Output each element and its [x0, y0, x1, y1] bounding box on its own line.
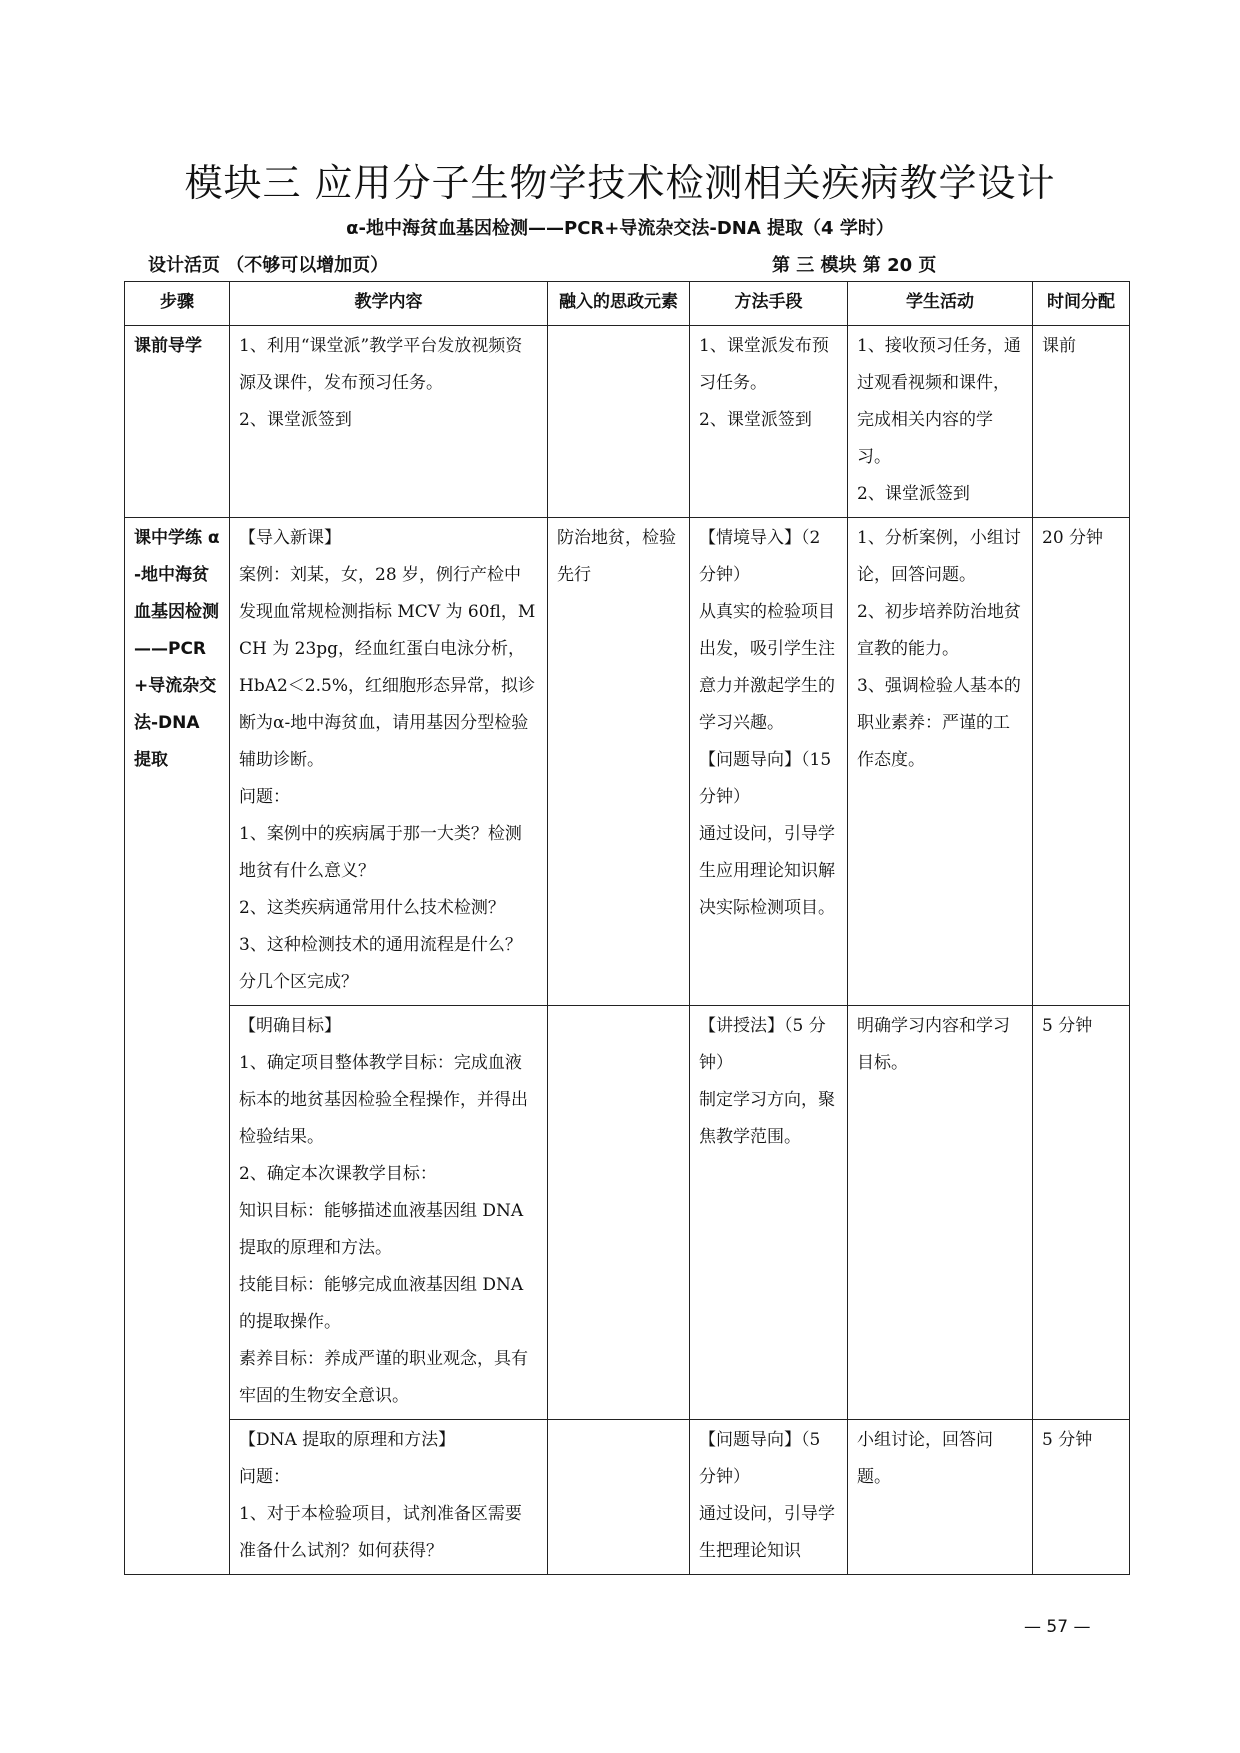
time-cell: 5 分钟: [1033, 1006, 1130, 1420]
method-line: 2、课堂派签到: [699, 410, 812, 430]
method-line: 通过设问，引导学生应用理论知识解决实际检测项目。: [699, 824, 835, 918]
content-line: 案例：刘某，女，28 岁，例行产检中发现血常规检测指标 MCV 为 60fl，MCH 为 23pg，经血红蛋白电泳分析，HbA2＜2.5%，红细胞形态异常，拟诊断为α-地中海贫血，请用基因分型检验辅助诊断。: [239, 565, 536, 770]
ideology-cell: [548, 326, 690, 518]
time-cell: 5 分钟: [1033, 1420, 1130, 1575]
content-line: 2、这类疾病通常用什么技术检测？: [239, 898, 505, 918]
method-line: 1、课堂派发布预习任务。: [699, 336, 829, 393]
table-row: [125, 326, 1130, 518]
activity-line: 2、初步培养防治地贫宣教的能力。: [857, 602, 1021, 659]
header-time: 时间分配: [1033, 282, 1130, 326]
page-number: — 57 —: [1024, 1617, 1091, 1637]
content-line: 知识目标：能够描述血液基因组 DNA 提取的原理和方法。: [239, 1201, 524, 1258]
activity-line: 明确学习内容和学习目标。: [857, 1016, 1010, 1073]
method-line: 制定学习方向，聚焦教学范围。: [699, 1090, 835, 1147]
table-row: [125, 1420, 1130, 1575]
content-line: 2、课堂派签到: [239, 410, 352, 430]
activity-cell: [848, 326, 1033, 518]
content-cell: [230, 326, 548, 518]
content-line: 1、对于本检验项目，试剂准备区需要准备什么试剂？如何获得？: [239, 1504, 522, 1561]
content-line: 素养目标：养成严谨的职业观念，具有牢固的生物安全意识。: [239, 1349, 528, 1406]
activity-cell: [848, 1006, 1033, 1420]
step-cell: 课前导学: [125, 326, 230, 518]
method-line: 【情境导入】（2 分钟）: [699, 528, 821, 585]
table-row: [125, 518, 1130, 1006]
content-cell: [230, 518, 548, 1006]
method-cell: [690, 1420, 848, 1575]
content-line: 【明确目标】: [239, 1016, 341, 1036]
content-line: 1、利用“课堂派”教学平台发放视频资源及课件，发布预习任务。: [239, 336, 523, 393]
method-cell: [690, 326, 848, 518]
activity-line: 1、接收预习任务，通过观看视频和课件，完成相关内容的学习。: [857, 336, 1021, 467]
method-line: 从真实的检验项目出发，吸引学生注意力并激起学生的学习兴趣。: [699, 602, 835, 733]
header-method: 方法手段: [690, 282, 848, 326]
method-line: 【问题导向】（5 分钟）: [699, 1430, 821, 1487]
content-cell: [230, 1006, 548, 1420]
activity-line: 2、课堂派签到: [857, 484, 970, 504]
header-ideology: 融入的思政元素: [548, 282, 690, 326]
header-activity: 学生活动: [848, 282, 1033, 326]
table-header-row: [125, 282, 1130, 326]
activity-cell: [848, 1420, 1033, 1575]
ideology-cell: [548, 1006, 690, 1420]
table-row: [125, 1006, 1130, 1420]
content-line: 【DNA 提取的原理和方法】: [239, 1430, 456, 1450]
content-line: 【导入新课】: [239, 528, 341, 548]
activity-line: 小组讨论，回答问题。: [857, 1430, 993, 1487]
page-subtitle: α-地中海贫血基因检测——PCR+导流杂交法-DNA 提取（4 学时）: [346, 218, 894, 239]
method-line: 【讲授法】（5 分钟）: [699, 1016, 826, 1073]
method-line: 通过设问，引导学生把理论知识: [699, 1504, 835, 1561]
content-line: 2、确定本次课教学目标：: [239, 1164, 437, 1184]
meta-right: 第 三 模块 第 20 页: [772, 255, 937, 276]
header-step: 步骤: [125, 282, 230, 326]
method-line: 【问题导向】（15 分钟）: [699, 750, 832, 807]
method-cell: [690, 518, 848, 1006]
activity-cell: [848, 518, 1033, 1006]
content-line: 技能目标：能够完成血液基因组 DNA 的提取操作。: [239, 1275, 524, 1332]
content-line: 3、这种检测技术的通用流程是什么？分几个区完成？: [239, 935, 522, 992]
content-line: 1、案例中的疾病属于那一大类？检测地贫有什么意义？: [239, 824, 522, 881]
header-content: 教学内容: [230, 282, 548, 326]
activity-line: 1、分析案例，小组讨论，回答问题。: [857, 528, 1021, 585]
content-line: 1、确定项目整体教学目标：完成血液标本的地贫基因检验全程操作，并得出检验结果。: [239, 1053, 528, 1147]
content-cell: [230, 1420, 548, 1575]
content-line: 问题：: [239, 1467, 290, 1487]
time-cell: 课前: [1033, 326, 1130, 518]
content-line: 问题：: [239, 787, 290, 807]
ideology-cell: [548, 1420, 690, 1575]
method-cell: [690, 1006, 848, 1420]
page-title: 模块三 应用分子生物学技术检测相关疾病教学设计: [184, 161, 1056, 205]
activity-line: 3、强调检验人基本的职业素养：严谨的工作态度。: [857, 676, 1021, 770]
time-cell: 20 分钟: [1033, 518, 1130, 1006]
meta-left: 设计活页 （不够可以增加页）: [148, 255, 389, 276]
step-cell: 课中学练 α-地中海贫血基因检测——PCR+导流杂交法-DNA 提取: [125, 518, 230, 1575]
ideology-cell: 防治地贫，检验先行: [548, 518, 690, 1006]
lesson-plan-table: [124, 281, 1130, 1575]
